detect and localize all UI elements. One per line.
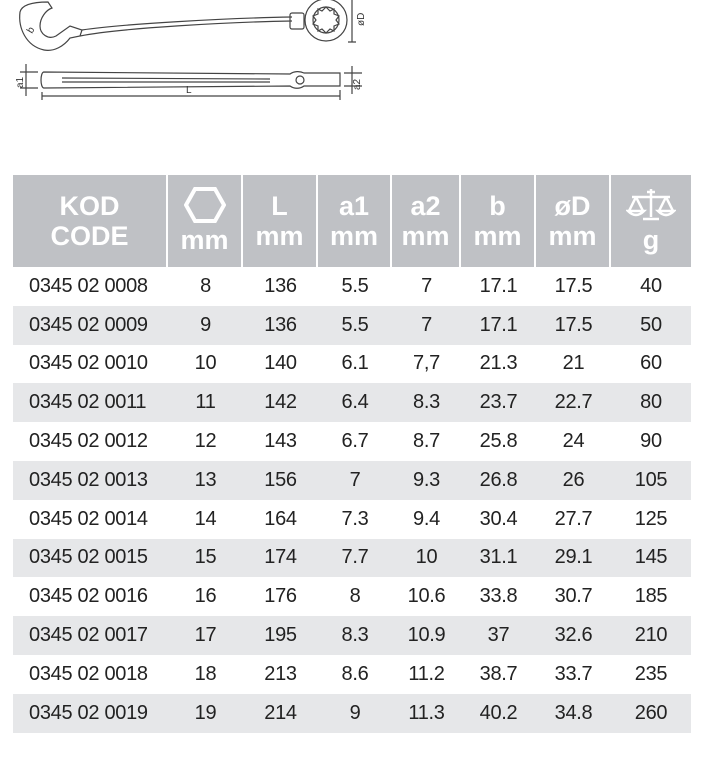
header-a2: a2 mm — [392, 175, 461, 267]
cell-size: 9 — [168, 306, 243, 345]
cell-code: 0345 02 0016 — [29, 585, 148, 608]
cell-code: 0345 02 0012 — [29, 430, 148, 453]
cell-b: 17.1 — [461, 306, 536, 345]
header-diameter: øD mm — [536, 175, 611, 267]
cell-weight: 80 — [611, 383, 691, 422]
cell-a2: 8.3 — [392, 383, 461, 422]
cell-size: 13 — [168, 461, 243, 500]
table-row — [13, 616, 691, 655]
cell-b: 31.1 — [461, 539, 536, 578]
cell-b: 30.4 — [479, 507, 518, 530]
header-code: KOD CODE — [13, 175, 168, 267]
cell-b: 37 — [461, 616, 536, 655]
wrench-ring-end — [305, 0, 347, 41]
cell-weight: 185 — [634, 585, 668, 608]
cell-b: 38.7 — [479, 662, 518, 685]
cell-a1: 7.7 — [318, 539, 392, 578]
header-a1: a1 mm — [318, 175, 392, 267]
cell-diameter: 22.7 — [536, 383, 611, 422]
label-a2: a2 — [352, 78, 363, 90]
cell-length: 164 — [264, 507, 297, 530]
cell-diameter: 32.6 — [536, 616, 611, 655]
cell-a1: 5.5 — [318, 306, 392, 345]
cell-length: 195 — [243, 616, 318, 655]
cell-diameter: 29.1 — [536, 539, 611, 578]
cell-a2: 7 — [421, 274, 432, 297]
label-a1: a1 — [15, 76, 26, 88]
cell-weight: 105 — [611, 461, 691, 500]
cell-a1: 8.3 — [318, 616, 392, 655]
cell-code: 0345 02 0011 — [13, 383, 168, 422]
wrench-shank — [80, 17, 292, 36]
header-length: L mm — [243, 175, 318, 267]
cell-weight: 50 — [611, 306, 691, 345]
cell-a1: 8.6 — [341, 662, 369, 685]
cell-size: 19 — [168, 694, 243, 733]
header-b: b mm — [461, 175, 536, 267]
cell-b: 26.8 — [461, 461, 536, 500]
cell-length: 143 — [264, 430, 297, 453]
cell-diameter: 27.7 — [554, 507, 593, 530]
cell-weight: 60 — [640, 352, 662, 375]
cell-diameter: 34.8 — [536, 694, 611, 733]
header-size: mm — [168, 175, 243, 267]
label-b: b — [25, 25, 38, 36]
cell-diameter: 33.7 — [554, 662, 593, 685]
cell-b: 33.8 — [479, 585, 518, 608]
cell-weight: 90 — [640, 430, 662, 453]
cell-a1: 8 — [349, 585, 361, 608]
header-weight: g — [611, 175, 691, 267]
cell-size: 12 — [194, 430, 217, 453]
cell-length: 214 — [243, 694, 318, 733]
scale-icon — [626, 187, 676, 223]
table-row — [13, 577, 691, 616]
cell-weight: 210 — [611, 616, 691, 655]
cell-size: 10 — [194, 352, 217, 375]
spec-table — [13, 175, 691, 733]
table-row — [13, 500, 691, 539]
cell-b: 17.1 — [479, 274, 518, 297]
cell-a1: 7 — [318, 461, 392, 500]
table-row — [13, 461, 691, 500]
cell-code: 0345 02 0013 — [13, 461, 168, 500]
cell-size: 11 — [168, 383, 243, 422]
cell-code: 0345 02 0015 — [13, 539, 168, 578]
cell-code: 0345 02 0019 — [13, 694, 168, 733]
cell-b: 23.7 — [461, 383, 536, 422]
cell-weight: 125 — [634, 507, 668, 530]
cell-a2: 8.7 — [413, 430, 440, 453]
cell-length: 176 — [264, 585, 297, 608]
wrench-ratchet-pivot — [290, 13, 304, 29]
wrench-technical-drawing — [0, 0, 709, 170]
cell-size: 14 — [194, 507, 217, 530]
cell-b: 21.3 — [479, 352, 518, 375]
cell-a2: 11.3 — [392, 694, 461, 733]
cell-code: 0345 02 0010 — [29, 352, 148, 375]
cell-diameter: 24 — [562, 430, 585, 453]
cell-weight: 260 — [611, 694, 691, 733]
cell-a2: 7,7 — [413, 352, 440, 375]
cell-length: 174 — [243, 539, 318, 578]
table-row — [13, 267, 691, 306]
cell-length: 213 — [264, 662, 297, 685]
cell-b: 25.8 — [479, 430, 518, 453]
table-row — [13, 694, 691, 733]
cell-a2: 9.3 — [392, 461, 461, 500]
cell-a2: 11.2 — [408, 662, 445, 685]
cell-code: 0345 02 0014 — [29, 507, 148, 530]
cell-code: 0345 02 0018 — [29, 662, 148, 685]
cell-code: 0345 02 0009 — [13, 306, 168, 345]
cell-a2: 7 — [392, 306, 461, 345]
table-row — [13, 655, 691, 694]
cell-b: 40.2 — [461, 694, 536, 733]
table-row — [13, 345, 691, 384]
cell-a1: 9 — [318, 694, 392, 733]
hexagon-icon — [184, 187, 226, 223]
table-row — [13, 422, 691, 461]
cell-size: 15 — [168, 539, 243, 578]
cell-a2: 10.9 — [392, 616, 461, 655]
cell-a1: 6.4 — [318, 383, 392, 422]
cell-diameter: 21 — [562, 352, 585, 375]
cell-size: 16 — [194, 585, 217, 608]
table-header-row — [13, 175, 691, 267]
cell-a1: 6.1 — [341, 352, 369, 375]
cell-code: 0345 02 0008 — [29, 274, 148, 297]
cell-length: 142 — [243, 383, 318, 422]
cell-diameter: 17.5 — [554, 274, 593, 297]
label-l: L — [186, 85, 192, 96]
cell-a1: 6.7 — [341, 430, 369, 453]
cell-weight: 235 — [634, 662, 668, 685]
cell-a2: 10 — [392, 539, 461, 578]
cell-length: 140 — [264, 352, 297, 375]
cell-a1: 5.5 — [341, 274, 369, 297]
cell-diameter: 17.5 — [536, 306, 611, 345]
table-row — [13, 383, 691, 422]
cell-code: 0345 02 0017 — [13, 616, 168, 655]
cell-weight: 40 — [640, 274, 662, 297]
cell-diameter: 30.7 — [554, 585, 593, 608]
table-row — [13, 539, 691, 578]
cell-a2: 9.4 — [413, 507, 440, 530]
cell-length: 136 — [264, 274, 297, 297]
cell-weight: 145 — [611, 539, 691, 578]
cell-a1: 7.3 — [341, 507, 369, 530]
cell-diameter: 26 — [536, 461, 611, 500]
cell-size: 17 — [168, 616, 243, 655]
cell-length: 136 — [243, 306, 318, 345]
table-row — [13, 306, 691, 345]
label-d: øD — [356, 12, 367, 26]
cell-size: 8 — [200, 274, 211, 297]
cell-a2: 10.6 — [407, 585, 446, 608]
cell-length: 156 — [243, 461, 318, 500]
cell-size: 18 — [194, 662, 217, 685]
